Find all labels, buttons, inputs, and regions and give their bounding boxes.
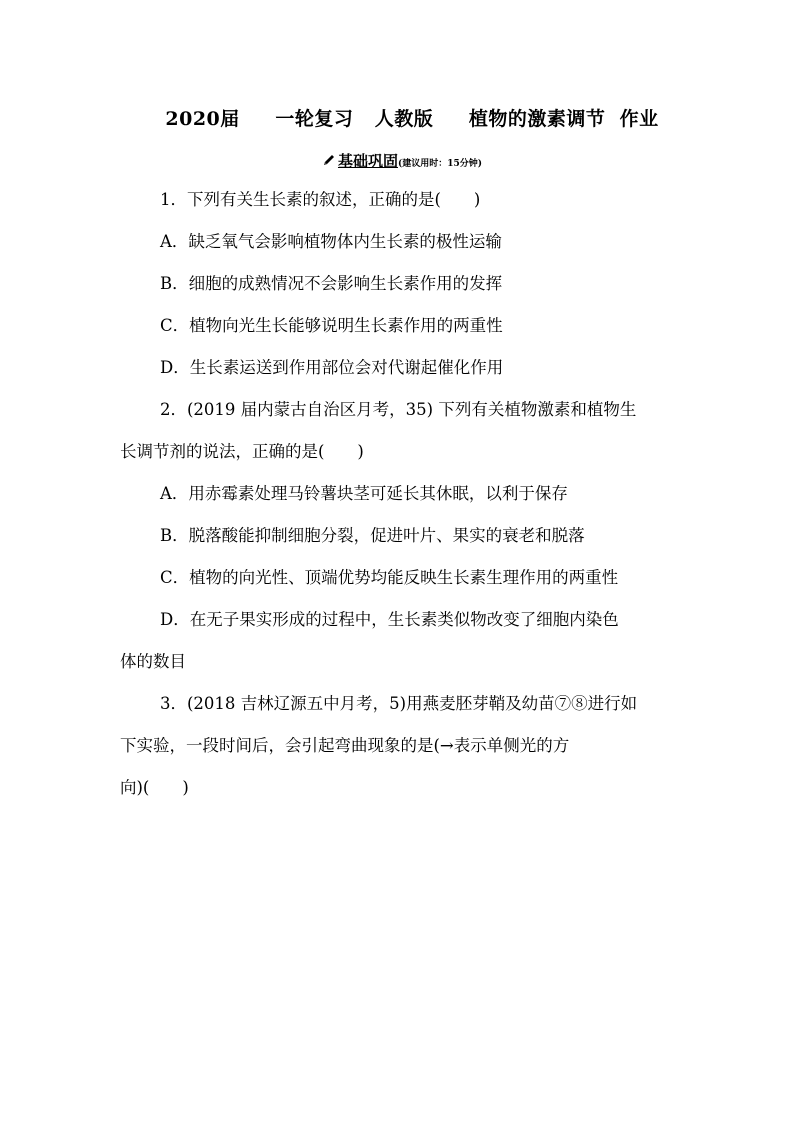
section-note: (建议用时：15分钟)	[397, 159, 483, 169]
question-1-option-a: A．缺乏氧气会影响植物体内生长素的极性运输	[160, 232, 502, 251]
title-part-1: 一轮复习	[275, 108, 354, 130]
question-3-stem-line-1: 3．(2018 吉林辽源五中月考，5)用燕麦胚芽鞘及幼苗⑦⑧进行如	[160, 694, 638, 713]
title-year: 2020届	[165, 108, 240, 130]
question-2-option-a: A．用赤霉素处理马铃薯块茎可延长其休眠，以利于保存	[160, 484, 568, 503]
title-part-2: 人教版	[374, 108, 434, 130]
question-1-option-c: C．植物向光生长能够说明生长素作用的两重性	[160, 316, 503, 335]
question-1-option-b: B．细胞的成熟情况不会影响生长素作用的发挥	[160, 274, 503, 293]
section-label: 基础巩固	[337, 152, 398, 170]
question-1-option-d: D．生长素运送到作用部位会对代谢起催化作用	[160, 358, 504, 377]
title-part-4: 作业	[619, 108, 659, 130]
section-heading	[0, 150, 794, 171]
question-3-stem-line-2: 下实验，一段时间后，会引起弯曲现象的是(→表示单侧光的方	[120, 736, 570, 755]
question-2-option-d-line-2: 体的数目	[120, 652, 186, 671]
question-2-option-d-line-1: D．在无子果实形成的过程中，生长素类似物改变了细胞内染色	[160, 610, 619, 629]
question-2-stem-line-1: 2．(2019 届内蒙古自治区月考，35) 下列有关植物激素和植物生	[160, 400, 637, 419]
question-3-stem-line-3: 向)( )	[120, 778, 189, 797]
question-2-option-b: B．脱落酸能抑制细胞分裂，促进叶片、果实的衰老和脱落	[160, 526, 585, 545]
pencil-icon	[322, 153, 336, 167]
question-2-stem-line-2: 长调节剂的说法，正确的是( )	[120, 442, 364, 461]
title-part-3: 植物的激素调节	[468, 108, 606, 130]
question-2-option-c: C．植物的向光性、顶端优势均能反映生长素生理作用的两重性	[160, 568, 619, 587]
page-title	[0, 104, 794, 131]
question-1-stem: 1．下列有关生长素的叙述，正确的是( )	[160, 190, 481, 209]
